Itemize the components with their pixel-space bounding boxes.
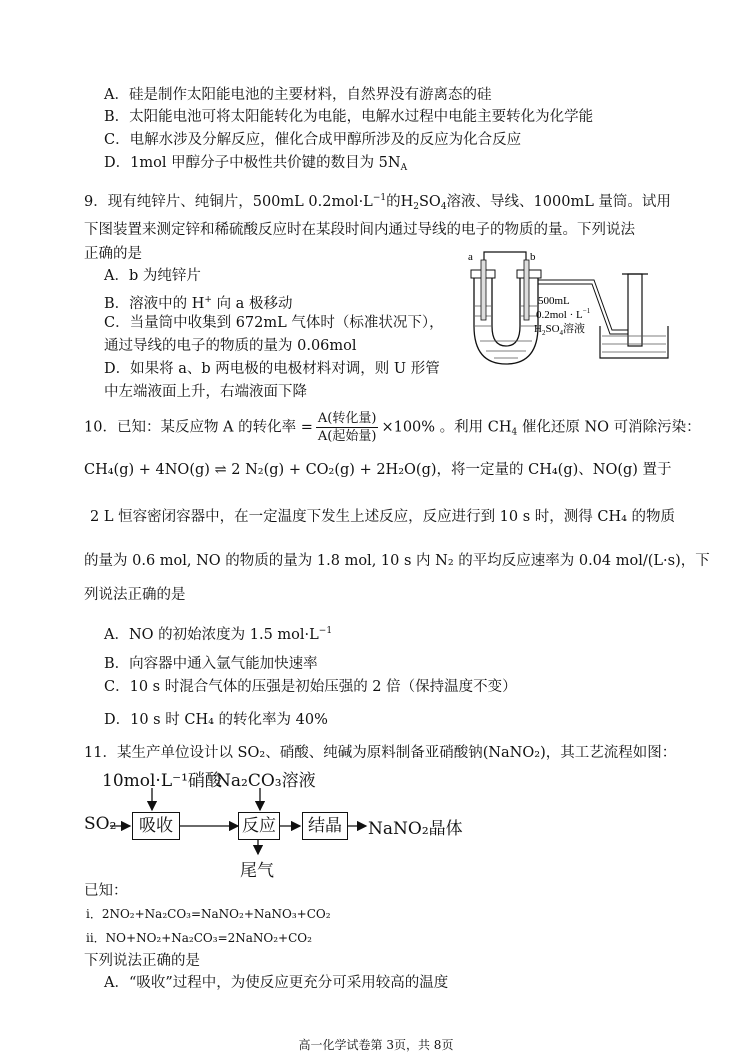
flow-box-crystallize: 结晶 (302, 812, 348, 840)
fig-label-conc: $0.2mol \cdot L^{-1}$ (536, 307, 591, 321)
q10-stem-line5: 列说法正确的是 (84, 587, 186, 603)
q10-option-b: B．向容器中通入氩气能加快速率 (104, 656, 318, 672)
q11-reaction-ii: ii．NO+NO₂+Na₂CO₃=2NaNO₂+CO₂ (86, 931, 312, 945)
conversion-fraction: $\frac{\text{A(转化量)}}{\text{A(起始量)}}$ (317, 411, 377, 444)
flow-output-tailgas: 尾气 (240, 861, 274, 881)
q9-stem-line1: 9．现有纯锌片、纯铜片，500mL $0.2mol\cdot L^{-1}$的$H_2SO_4$溶液、导线、1000mL 量筒。试用 (84, 193, 671, 212)
electrode-a-label: a (468, 251, 473, 263)
q11-reaction-i: i．2NO₂+Na₂CO₃=NaNO₂+NaNO₃+CO₂ (86, 907, 331, 921)
q8-option-d: D．1mol 甲醇分子中极性共价键的数目为 $5N_A$ (104, 155, 408, 173)
q9-stem-line2: 下图装置来测定锌和稀硫酸反应时在某段时间内通过导线的电子的物质的量。下列说法 (84, 222, 635, 238)
q10-option-c: C．10 s 时混合气体的压强是初始压强的 2 倍（保持温度不变） (104, 679, 517, 695)
q9-option-b: B．溶液中的 H+ 向 a 极移动 (104, 295, 293, 312)
flow-box-absorb: 吸收 (132, 812, 180, 840)
q10-stem-line1: 10．已知：某反应物 A 的转化率 = $\frac{\text{A(转化量)}}{\text{A(起始量)}}$ ×100% 。利用 $CH_4$ 催化还原 NO 可消除污染： (84, 411, 701, 444)
q9-option-c-line2: 通过导线的电子的物质的量为 0.06mol (104, 338, 357, 354)
q8-option-c: C．电解水涉及分解反应，催化合成甲醇所涉及的反应为化合反应 (104, 132, 522, 148)
electrode-b-label: b (530, 251, 536, 263)
flow-input-sodium-carbonate: Na₂CO₃溶液 (216, 771, 316, 791)
flow-output-product: NaNO₂晶体 (368, 819, 463, 839)
q10-equation: CH₄(g) + 4NO(g) ⇌ 2 N₂(g) + CO₂(g) + 2H₂O(g)，将一定量的 CH₄(g)、NO(g) 置于 (84, 462, 672, 478)
q11-option-a: A．“吸收”过程中，为使反应更充分可采用较高的温度 (104, 975, 449, 991)
flow-input-nitric-acid: 10mol·L⁻¹硝酸 (102, 771, 222, 791)
q11-known-label: 已知： (84, 883, 128, 899)
q10-option-a: A．NO 的初始浓度为 1.5 $mol\cdot L^{-1}$ (104, 626, 333, 643)
q10-stem-line4: 的量为 0.6 mol, NO 的物质的量为 1.8 mol, 10 s 内 N₂ 的平均反应速率为 0.04 mol/(L·s)，下 (84, 553, 710, 569)
flow-box-react: 反应 (238, 812, 280, 840)
flow-input-so2: SO₂ (84, 814, 117, 834)
q8-option-b: B．太阳能电池可将太阳能转化为电能，电解水过程中电能主要转化为化学能 (104, 109, 594, 125)
q11-ask: 下列说法正确的是 (84, 953, 200, 969)
fig-label-solution: $H_2SO_4$溶液 (534, 323, 586, 337)
q9-apparatus-figure (462, 246, 672, 376)
page-footer: 高一化学试卷第 3页，共 8页 (298, 1038, 454, 1052)
q8-option-a: A．硅是制作太阳能电池的主要材料，自然界没有游离态的硅 (104, 87, 492, 103)
q11-stem-line1: 11．某生产单位设计以 SO₂、硝酸、纯碱为原料制备亚硝酸钠(NaNO₂)，其工艺流程如图： (84, 745, 677, 761)
q9-stem-line3: 正确的是 (84, 246, 142, 262)
q9-option-c-line1: C．当量筒中收集到 672mL 气体时（标准状况下）， (104, 315, 444, 331)
q9-option-a: A．b 为纯锌片 (104, 268, 201, 284)
fig-label-volume: 500mL (538, 295, 570, 307)
q10-stem-line3: 2 L 恒容密闭容器中，在一定温度下发生上述反应，反应进行到 10 s 时，测得 CH₄ 的物质 (90, 509, 676, 525)
q9-option-d-line2: 中左端液面上升，右端液面下降 (104, 384, 307, 400)
q9-option-d-line1: D．如果将 a、b 两电极的电极材料对调，则 U 形管 (104, 361, 440, 377)
q10-option-d: D．10 s 时 CH₄ 的转化率为 40% (104, 712, 328, 728)
